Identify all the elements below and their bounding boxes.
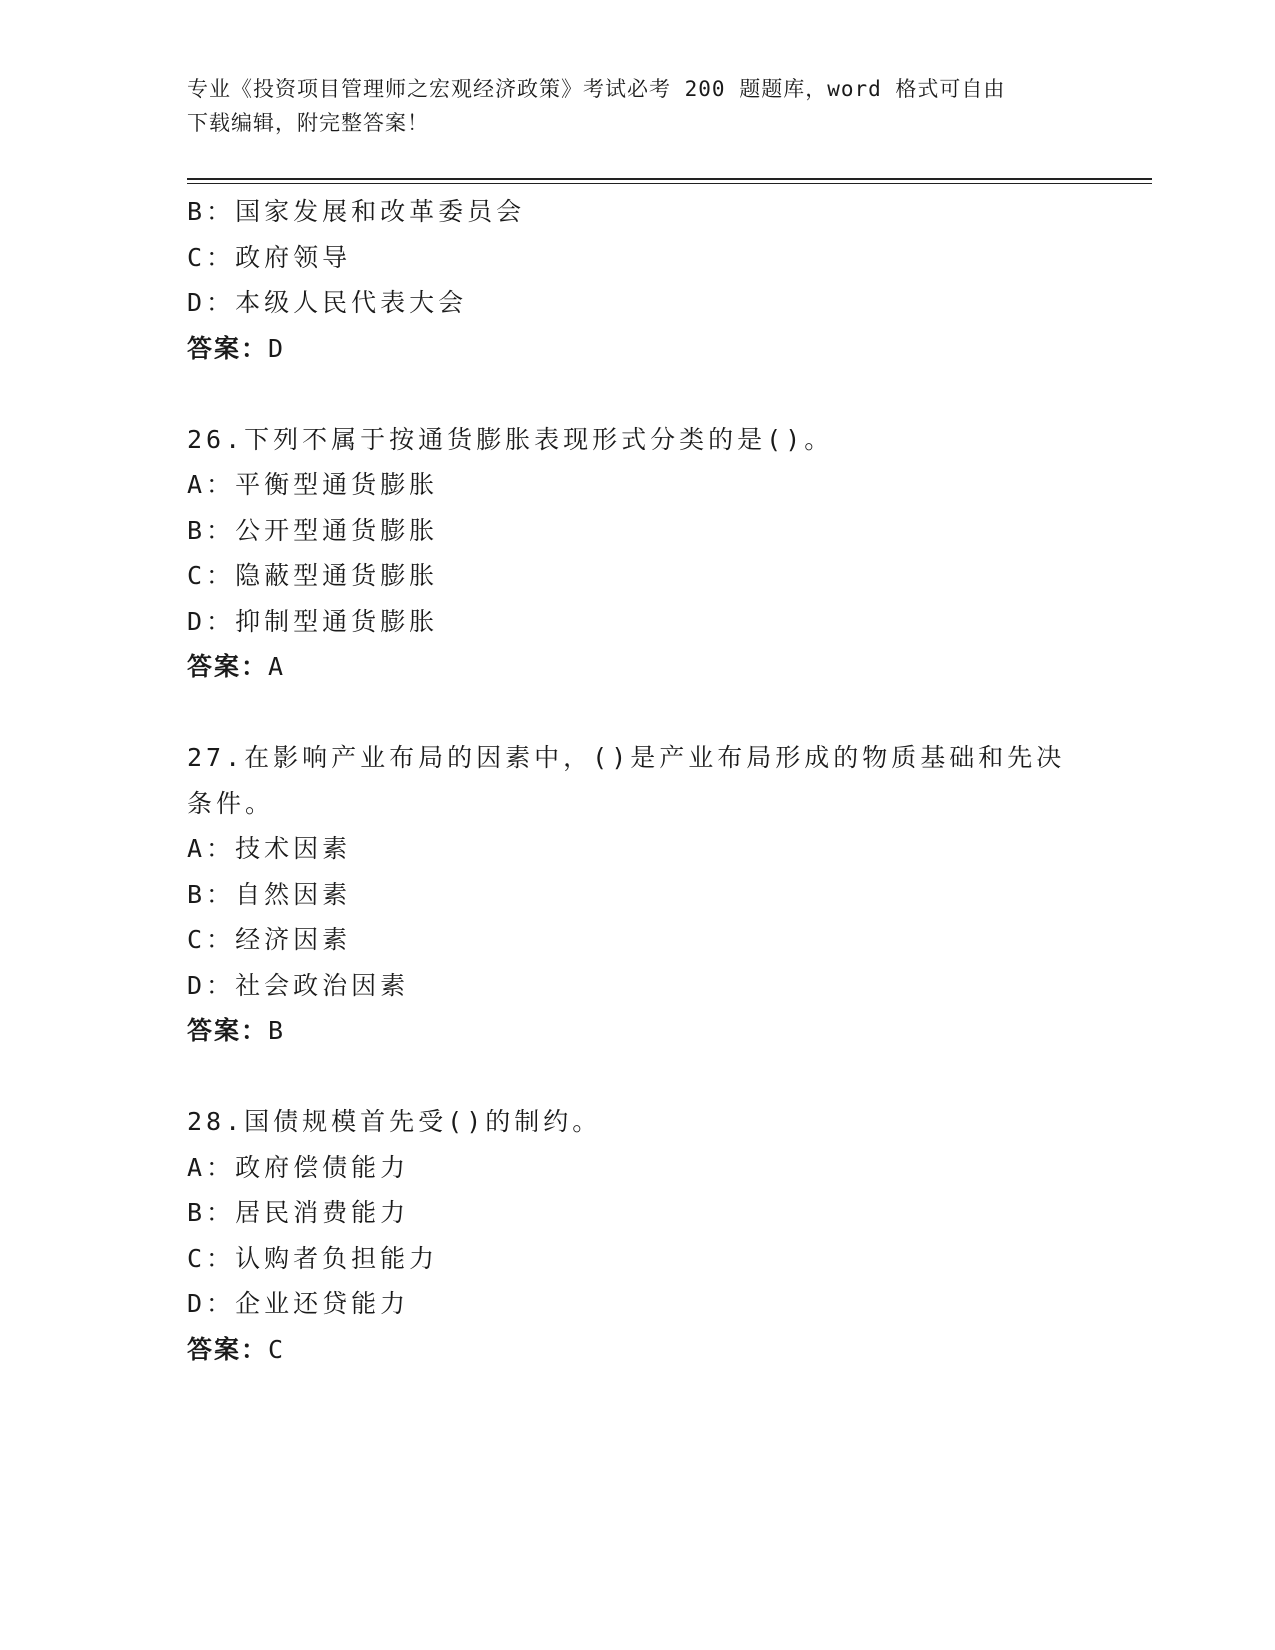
answer-value: A [268,652,285,681]
question-block-26 [187,417,1087,690]
answer-label: 答案： [187,652,269,681]
option-a [187,826,1087,872]
option-text: 政府偿债能力 [235,1152,410,1182]
answer-value: C [268,1334,285,1364]
question-block-28 [187,1099,1087,1372]
spacer [187,690,1087,736]
answer-value: D [268,333,285,363]
option-text: 平衡型通货膨胀 [235,470,439,499]
option-b [187,1190,1087,1236]
option-key: D： [187,606,236,636]
question-stem: 28.国债规模首先受()的制约。 [187,1107,602,1136]
header-divider-thick [187,178,1152,180]
answer-line [187,1327,1087,1373]
option-text: 抑制型通货膨胀 [235,606,439,636]
option-d [187,599,1087,645]
question-block-27 [187,735,1087,1054]
option-key: C： [187,1243,236,1273]
option-text: 政府领导 [235,242,352,272]
option-key: A： [187,1152,236,1182]
option-text: 经济因素 [235,925,352,954]
option-c [187,1236,1087,1282]
question-stem: 27.在影响产业布局的因素中，()是产业布局形成的物质基础和先决条件。 [187,743,1066,818]
option-key: B： [187,1198,236,1227]
answer-label: 答案： [187,1016,269,1045]
option-text: 公开型通货膨胀 [235,515,439,545]
option-key: C： [187,925,236,954]
option-text: 社会政治因素 [235,970,410,1000]
option-key: C： [187,242,236,272]
question-block-prev [187,189,1087,371]
option-d [187,280,1087,326]
option-text: 自然因素 [235,879,352,909]
option-b [187,872,1087,918]
option-c [187,553,1087,599]
option-key: B： [187,197,236,226]
question-stem: 26.下列不属于按通货膨胀表现形式分类的是()。 [187,424,834,454]
option-text: 隐蔽型通货膨胀 [235,561,439,590]
header-divider-thin [187,183,1152,184]
option-a [187,462,1087,508]
option-b [187,189,1087,235]
spacer [187,371,1087,417]
answer-line [187,326,1087,372]
option-d [187,1281,1087,1327]
option-key: D： [187,288,236,317]
option-key: B： [187,515,236,545]
header-title-line-1: 专业《投资项目管理师之宏观经济政策》考试必考 200 题题库，word 格式可自由 [187,77,1006,101]
question-list [187,189,1087,1372]
option-text: 国家发展和改革委员会 [235,197,526,226]
option-text: 企业还贷能力 [235,1289,410,1318]
answer-line [187,1008,1087,1054]
option-c [187,917,1087,963]
option-c [187,235,1087,281]
option-key: D： [187,970,236,1000]
option-key: C： [187,561,236,590]
answer-line [187,644,1087,690]
answer-value: B [268,1016,285,1045]
option-a [187,1145,1087,1191]
option-key: A： [187,834,236,863]
option-key: B： [187,879,236,909]
option-text: 技术因素 [235,834,352,863]
option-key: D： [187,1289,236,1318]
option-text: 本级人民代表大会 [235,288,468,317]
answer-label: 答案： [187,333,269,363]
answer-label: 答案： [187,1334,269,1364]
option-b [187,508,1087,554]
option-key: A： [187,470,236,499]
document-header [187,72,1067,140]
header-title-line-2: 下载编辑，附完整答案！ [187,111,429,135]
option-text: 认购者负担能力 [235,1243,439,1273]
option-d [187,963,1087,1009]
option-text: 居民消费能力 [235,1198,410,1227]
spacer [187,1054,1087,1100]
